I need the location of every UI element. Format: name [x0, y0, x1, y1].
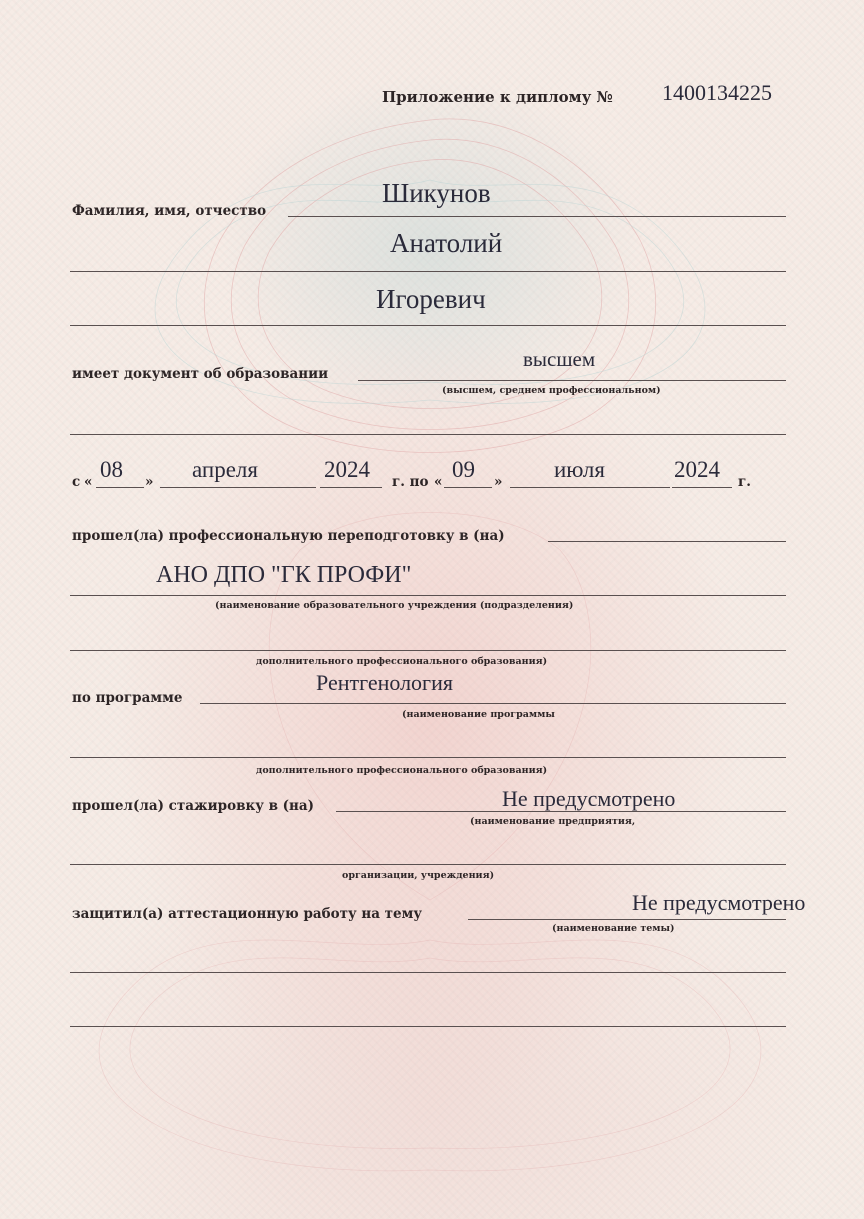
fio-surname: Шикунов: [382, 178, 491, 208]
internship-value: Не предусмотрено: [502, 786, 676, 811]
internship-caption2: организации, учреждения): [342, 870, 495, 881]
period-end-month: июля: [554, 457, 605, 482]
period-start-year: 2024: [324, 457, 370, 482]
program-value: Рентгенология: [316, 670, 453, 695]
program-label: по программе: [72, 690, 183, 706]
fio-patronymic: Игоревич: [376, 284, 486, 314]
education-extra-line: [70, 434, 786, 435]
thesis-label: защитил(а) аттестационную работу на тему: [72, 906, 422, 922]
retraining-line: [548, 541, 786, 542]
program-extra-line: [70, 757, 786, 758]
period-start-day: 08: [100, 457, 123, 482]
internship-extra-line: [70, 864, 786, 865]
period-end-close-quote: »: [494, 474, 503, 490]
thesis-caption: (наименование темы): [552, 923, 675, 934]
retraining-extra-line: [70, 650, 786, 651]
education-value: высшем: [523, 347, 596, 371]
education-line: [358, 380, 786, 381]
program-caption1: (наименование программы: [402, 709, 555, 720]
fio-patronymic-line: [70, 325, 786, 326]
period-start-year-line: [320, 487, 382, 488]
period-start-open-quote: «: [84, 474, 93, 490]
retraining-caption1: (наименование образовательного учреждения (подразделения): [215, 600, 574, 611]
header-label: Приложение к диплому №: [382, 88, 613, 106]
fio-surname-line: [288, 216, 786, 217]
program-caption2: дополнительного профессионального образования): [256, 765, 548, 776]
period-start-month-line: [160, 487, 316, 488]
thesis-value: Не предусмотрено: [632, 890, 806, 915]
thesis-extra-line-2: [70, 1026, 786, 1027]
program-line: [200, 703, 786, 704]
thesis-extra-line-1: [70, 972, 786, 973]
internship-caption1: (наименование предприятия,: [470, 816, 636, 827]
internship-line: [336, 811, 786, 812]
fio-name: Анатолий: [390, 228, 503, 258]
period-end-month-line: [510, 487, 670, 488]
diploma-number: 1400134225: [662, 80, 772, 105]
fio-name-line: [70, 271, 786, 272]
internship-label: прошел(ла) стажировку в (на): [72, 798, 315, 814]
fio-label: Фамилия, имя, отчество: [72, 203, 267, 219]
retraining-institution-line: [70, 595, 786, 596]
period-start-day-line: [96, 487, 144, 488]
period-suffix: г.: [738, 474, 751, 490]
education-caption: (высшем, среднем профессиональном): [442, 385, 661, 396]
period-start-close-quote: »: [145, 474, 154, 490]
period-end-year: 2024: [674, 457, 720, 482]
retraining-caption2: дополнительного профессионального образования): [256, 656, 548, 667]
period-prefix: с: [72, 474, 81, 490]
period-end-year-line: [672, 487, 732, 488]
period-start-month: апреля: [192, 457, 258, 482]
thesis-line: [468, 919, 786, 920]
education-label: имеет документ об образовании: [72, 366, 329, 382]
retraining-label: прошел(ла) профессиональную переподготовку в (на): [72, 528, 505, 544]
period-end-open-quote: «: [434, 474, 443, 490]
period-end-day: 09: [452, 457, 475, 482]
period-end-day-line: [444, 487, 492, 488]
retraining-institution: АНО ДПО "ГК ПРОФИ": [156, 562, 412, 588]
period-middle: г. по: [392, 474, 429, 490]
